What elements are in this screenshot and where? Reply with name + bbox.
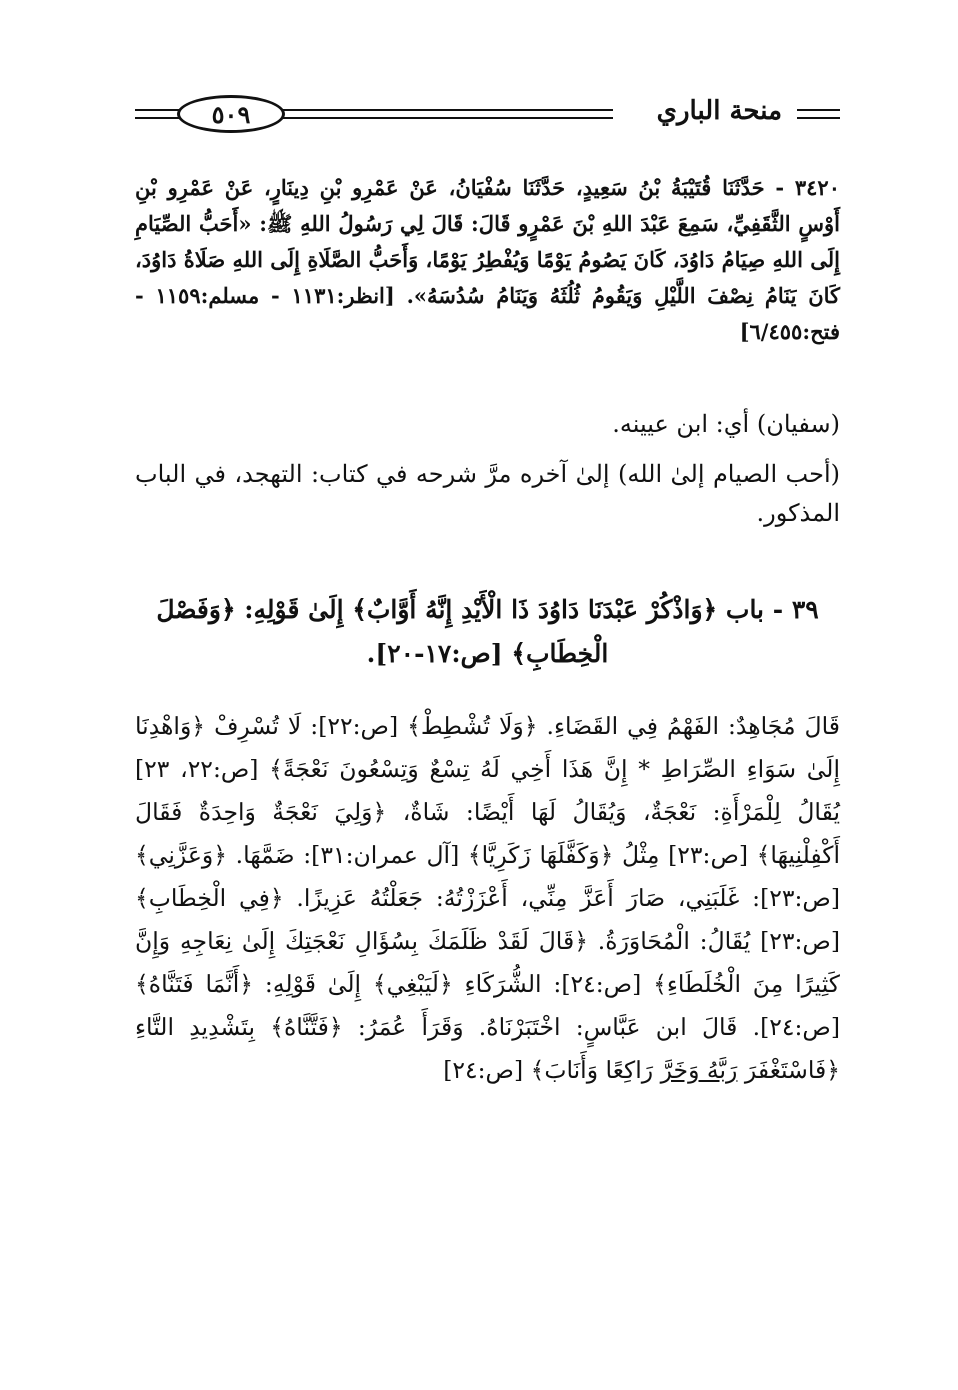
header-rule-middle-lower (283, 117, 613, 119)
header-rule-left-lower (135, 117, 183, 119)
hadith-text: ٣٤٢٠ - حَدَّثَنَا قُتَيْبَةُ بْنُ سَعِيدٍ، حَدَّثَنَا سُفْيَانُ، عَنْ عَمْرِو بْنِ دِينَارٍ، عَنْ عَمْرِو بْنِ أَوْسٍ الثَّقَفِيِّ، سَمِعَ عَبْدَ اللهِ بْنَ عَمْرٍو قَالَ: قَالَ لِي رَسُولُ اللهِ ﷺ: «أَحَبُّ الصِّيَامِ إِلَى اللهِ صِيَامُ دَاوُدَ، كَانَ يَصُومُ يَوْمًا وَيُفْطِرُ يَوْمًا، وَأَحَبُّ الصَّلَاةِ إِلَى اللهِ صَلَاةُ دَاوُدَ، كَانَ يَنَامُ نِصْفَ اللَّيْلِ وَيَقُومُ ثُلُثَهُ وَيَنَامُ سُدُسَهُ». (135, 175, 841, 308)
hadith-paragraph (135, 170, 840, 350)
commentary-underlined: رَبَّهُ وَخَرَّ (660, 1056, 738, 1084)
page-header (135, 92, 840, 138)
header-rule-right (797, 109, 840, 111)
hadith-reference: [انظر:١١٣١ - مسلم:١١٥٩ - فتح:٦/٤٥٥] (135, 283, 840, 344)
commentary-main: قَالَ مُجَاهِدٌ: الفَهْمُ فِي القَضَاءِ. ﴿وَلَا تُشْطِطْ﴾ [ص:٢٢]: لَا تُسْرِفْ ﴿وَاهْدِنَا إِلَىٰ سَوَاءِ الصِّرَاطِ * إِنَّ هَذَا أَخِي لَهُ تِسْعٌ وَتِسْعُونَ نَعْجَةً﴾ [ص:٢٢، ٢٣] يُقَالُ لِلْمَرْأَةِ: نَعْجَةٌ، وَيُقَالُ لَهَا أَيْضًا: شَاةٌ، ﴿وَلِيَ نَعْجَةٌ وَاحِدَةٌ فَقَالَ أَكْفِلْنِيهَا﴾ [ص:٢٣] مِثْلُ ﴿وَكَفَّلَهَا زَكَرِيَّا﴾ [آل عمران:٣١]: ضَمَّهَا. ﴿وَعَزَّنِي﴾ [ص:٢٣]: غَلَبَنِي، صَارَ أَعَزَّ مِنِّي، أَعْزَزْتُهُ: جَعَلْتُهُ عَزِيزًا. ﴿فِي الْخِطَابِ﴾ [ص:٢٣] يُقَالُ: الْمُحَاوَرَةُ. ﴿قَالَ لَقَدْ ظَلَمَكَ بِسُؤَالِ نَعْجَتِكَ إِلَىٰ نِعَاجِهِ وَإِنَّ كَثِيرًا مِنَ الْخُلَطَاءِ﴾ [ص:٢٤]: الشُّرَكَاءِ ﴿لَيَبْغِي﴾ إِلَىٰ قَوْلِهِ: ﴿أَنَّمَا فَتَنَّاهُ﴾ [ص:٢٤]. قَالَ ابن عَبَّاسٍ: اخْتَبَرْنَاهُ. وَقَرَأَ عُمَرُ: ﴿فَتَّنَّاهُ﴾ بِتَشْدِيدِ التَّاءِ ﴿فَاسْتَغْفَرَ (135, 712, 841, 1084)
header-rule-left (135, 109, 183, 111)
chapter-heading: ٣٩ - باب ﴿وَاذْكُرْ عَبْدَنَا دَاوُدَ ذَا الْأَيْدِ إِنَّهُ أَوَّابٌ﴾ إِلَىٰ قَوْلِهِ: ﴿وَفَصْلَ الْخِطَابِ﴾ [ص:١٧-٢٠]. (156, 595, 819, 668)
header-rule-right-lower (797, 117, 840, 119)
note-fasting: (أحب الصيام إلىٰ الله) إلىٰ آخره مرَّ شرحه في كتاب: التهجد، في الباب المذكور. (135, 460, 840, 527)
chapter-commentary (135, 705, 840, 1092)
header-rule-middle (283, 109, 613, 111)
page-number: ٥٠٩ (177, 95, 285, 133)
running-title: منحة الباري (656, 96, 782, 126)
commentary-tail: رَاكِعًا وَأَنَابَ﴾ [ص:٢٤] (443, 1056, 661, 1084)
note-sufyan: (سفيان) أي: ابن عيينه. (612, 410, 840, 438)
